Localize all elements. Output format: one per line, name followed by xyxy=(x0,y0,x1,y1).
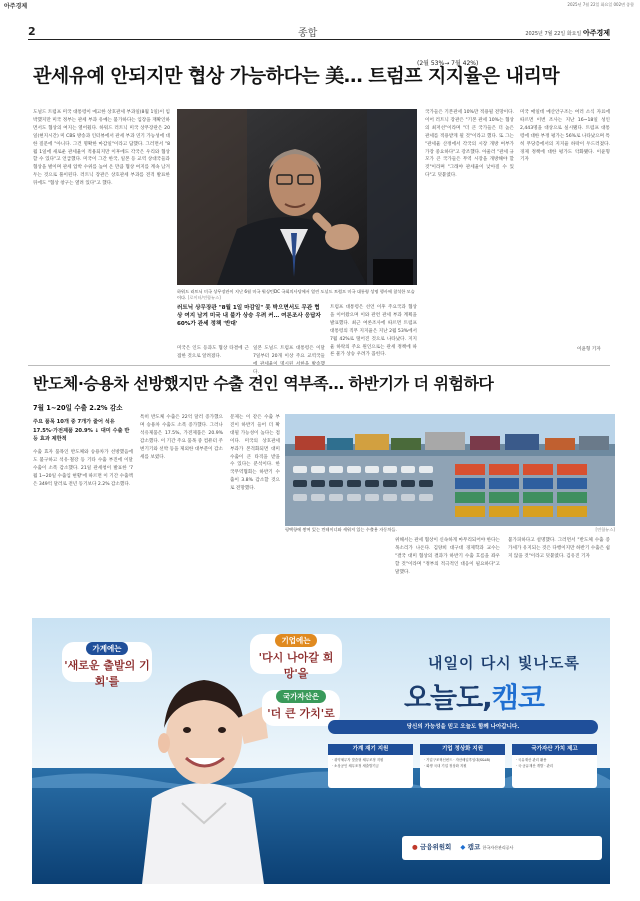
ad-box2-title: 기업 정상화 지원 xyxy=(420,744,505,755)
ad-box2-line: · 회생 국내 기업 정상화 지원 xyxy=(424,764,467,768)
story2-col3: 문제는 이 같은 수출 부진이 하반기 들어 더 확대될 가능성이 높다는 점이다. 미국의 상호관세 부과가 본격화되면 대미 수출이 큰 타격을 받을 수 있다는 분석이다. 한국무역협회는 하반기 수출이 3.8% 감소할 것으로 전망했다. xyxy=(230,415,280,492)
masthead-meta: 2025년 7월 22일 화요일 002면 종합 xyxy=(567,2,634,7)
ad-box1-lines xyxy=(328,755,413,771)
ad-box2-lines xyxy=(420,755,505,771)
story2-photo-caption xyxy=(285,527,615,533)
page-number: 2 xyxy=(28,25,36,38)
ad-bar: 당신의 가능성을 믿고 오늘도 함께 나아갑니다. xyxy=(328,720,598,734)
kamco-advertisement[interactable] xyxy=(32,618,610,884)
header-date xyxy=(525,28,610,38)
story2-caption-text: 평택항에 쌓여 있는 컨테이너와 세워져 있는 수출용 자동차들. xyxy=(285,527,397,532)
ad-slogan xyxy=(404,676,544,716)
story1-overline: (2월 53%→ 7월 42%) xyxy=(417,60,479,67)
ad-box-business xyxy=(420,744,505,788)
header-paper: 아주경제 xyxy=(582,29,610,37)
header-date-text: 2025년 7월 22일 화요일 xyxy=(525,31,582,37)
story2-col1: 수출 효자 품목인 반도체와 승용차가 선방했음에도 불구하고 석유·철강 등 기타 수출 부진에 이달 수출이 소폭 감소했다. 21일 관세청이 발표한 '7월 1~20일 수출입 현황'에 따르면 이 기간 수출액은 349억 달러로 전년 동기보다 2.2% 감소했다. xyxy=(33,450,133,487)
section-name: 종합 xyxy=(298,28,318,39)
section-divider xyxy=(28,365,610,366)
story1-col4: 트럼프 대통령은 선언 이후 주요국과 협상을 이어왔으며 이와 관련 관세 부과 계획을 발표했다. 최근 여론조사에 따르면 트럼프 대통령의 직무 지지율은 지난 2월 53%에서 7월 42%로 떨어진 것으로 나타났다. 지지율 하락의 주요 원인으로는 관세 정책에 따른 물가 상승 우려가 꼽힌다. xyxy=(330,305,417,358)
ad-slogan-main: 오늘도, xyxy=(404,681,492,714)
ad-box1-title: 가계 재기 지원 xyxy=(328,744,413,755)
page-header xyxy=(28,23,610,40)
story2-subhead: 7월 1~20일 수출 2.2% 감소 xyxy=(33,404,123,412)
masthead xyxy=(0,0,640,10)
story2-summary: 주요 품목 10개 중 7개가 줄어 석유 17.5%·가전제품 20.9% ↓ 대미 수출 반등 효과 제한적 xyxy=(33,419,130,442)
story1-photo-caption xyxy=(177,289,417,301)
ad-logos xyxy=(412,842,513,851)
ad-bubble-business xyxy=(250,634,342,680)
story1-byline: 이윤형 기자 xyxy=(577,347,601,352)
ad-box3-line: · 국·공유재산 개발 · 관리 xyxy=(516,764,554,768)
story2-col4: 위해서는 관세 협상이 신속하게 마무리되어야 한다는 목소리가 나온다. 김양희 대구대 경제학과 교수는 "결국 대미 협상의 결과가 하반기 수출 흐름을 좌우할 것"이라며 "정부의 적극적인 대응이 필요하다"고 말했다. xyxy=(395,538,500,575)
ad-box2-line: · 기업구조혁신펀드 · 자산매입후임대(S&LB) xyxy=(424,758,491,762)
ad-box3-lines xyxy=(512,755,597,771)
ad-box1-line: · 소상공인 채무조정 새출발기금 xyxy=(332,764,379,768)
story1-bottom-left: 미국은 인도 등과도 협상 타결에 근접한 것으로 알려졌다. xyxy=(177,346,249,359)
story2-headline: 반도체·승용차 선방했지만 수출 견인 역부족… 하반기가 더 위험하다 xyxy=(33,374,494,393)
ad-bubble-national-assets xyxy=(262,690,340,726)
masthead-brand: 아주경제 xyxy=(4,3,28,10)
ad-bubble1-title: 가계에는 xyxy=(86,642,129,655)
ad-box3-title: 국가자산 가치 제고 xyxy=(512,744,597,755)
story1-photo xyxy=(177,109,417,285)
ad-tagline: 내일이 다시 빛나도록 xyxy=(428,654,580,672)
story1-col3: 국가들은 기본관세 10%만 적용될 전망이다. 이어 러트닉 장관은 "기본 관세 10%는 협상의 최저선"이라며 "더 큰 국가들은 더 높은 관세를 적용받게 될 것"이라고 했다. 또 그는 "관세율 산정에서 각국의 시장 개방 여부가 가장 중요하다"고 강조했다. 아울러 "관세 규모가 큰 국가들은 무역 시장을 개방해야 할 것"이라며 "그래야 관세율이 낮아질 수 있다"고 덧붙였다. xyxy=(425,110,514,179)
ad-box-assets xyxy=(512,744,597,788)
ad-bubble2-title: 기업에는 xyxy=(275,634,318,647)
ad-bubble1-quote: '새로운 출발의 기회'를 xyxy=(64,659,150,688)
story1-col1: 도널드 트럼프 미국 대통령이 예고한 상호관세 부과일(8월 1일)이 임박했지만 미국 정부는 관세 부과 유예는 불가하다는 입장을 재확인하면서도 협상의 여지는 열어뒀다. 하워드 러트닉 미국 상무장관은 20일(현지시간) 미 CBS 방송과 인터뷰에서 관세 부과 연기 가능성에 대한 질문에 "아니다. 그건 명확한 마감일"이라고 답했다. 그러면서 "8월 1일에 새로운 관세율이 적용되지만 이후에도 각국은 우리와 협상할 수 있다"고 언급했다. 미국이 그간 한국, 일본 등 교역 상대국들과 협상을 벌이며 관세 압박 수위를 높여 온 만큼 협상 여지를 계속 남겨두는 것으로 풀이된다. 러트닉 장관은 상호관세 부과를 전격 발표한 뒤에도 "협상 창구는 열려 있다"고 했다. xyxy=(33,110,170,187)
ad-bubble2-quote: '다시 나아갈 희망'을 xyxy=(258,651,334,680)
ad-box1-line: · 취약채무자 맞춤형 채무조정 지원 xyxy=(332,758,384,762)
lutnick-photo-illustration xyxy=(177,109,417,285)
story2-col5: 불가피하다고 설명했다. 그러면서 "반도체 수출 증가세가 유지되는 것은 다행이지만 하반기 수출은 쉽지 않을 것"이라고 덧붙였다. 김유진 기자 xyxy=(508,538,610,559)
story1-pull-quote: 러트닉 상무장관 "8월 1일 마감일" 못 박으면서도 무관 협상 여지 남겨 미국 내 불가 상승 우려 커… 여론조사 응답자 60%가 관세 정책 '반대' xyxy=(177,305,321,327)
ad-bubble3-title: 국가자산은 xyxy=(276,690,326,703)
story2-col2: 특히 반도체 수출은 22억 달러 증가했으며 승용차 수출도 소폭 증가했다. 그러나 석유제품은 17.5%, 가전제품은 20.9% 감소했다. 이 기간 주요 품목 중 컴퓨터 주변기기와 선박 등을 제외한 대부분이 감소세를 보였다. xyxy=(140,415,223,460)
story1-bottom-mid: 일본 도널드 트럼프 대통령은 이달 7일부터 20개 이상 주요 교역국들 다. xyxy=(253,346,325,375)
ad-bubble3-quote: '더 큰 가치'로 xyxy=(267,707,335,720)
kamco-logo-icon: ◆ xyxy=(460,843,466,851)
ad-bubble-household xyxy=(62,642,152,688)
ad-logo2-full: 한국자산관리공사 xyxy=(482,845,514,850)
story1-headline: 관세유예 안되지만 협상 가능하다는 美… 트럼프 지지율은 내리막 xyxy=(33,65,560,87)
story2-photo-credit: [연합뉴스] xyxy=(595,527,615,532)
ad-logo2: 캠코 xyxy=(467,843,481,851)
fsc-logo-icon: ● xyxy=(412,843,418,851)
story1-caption-text: 하워드 러트닉 미국 상무장관이 지난 6월 미국 워싱턴DC 국회의사당에서 열린 도널드 트럼프 미국 대통령 성명 행사에 참석한 모습이다. xyxy=(177,289,415,300)
ad-slogan-brand: 캠코 xyxy=(491,681,544,714)
story2-photo xyxy=(285,414,615,526)
ad-logo1: 금융위원회 xyxy=(419,843,452,851)
port-photo-illustration xyxy=(285,414,615,526)
story2-col3b xyxy=(285,537,387,599)
story1-photo-credit: [로이터/연합뉴스] xyxy=(187,295,221,300)
ad-box3-line: · 국유재산 관리 활용 xyxy=(516,758,547,762)
ad-box-household xyxy=(328,744,413,788)
story1-col5: 미국 매일데 예산안구조는 여러 소식 자료에 따르면 이번 조사는 지난 16~18일 성인 2,443명을 대상으로 실시됐다. 트럼프 대통령에 대한 부정 평가는 56%로 나타났으며 특히 무당층에서의 지지율 하락이 두드러졌다. 경제 정책에 대한 평가도 악화됐다. 이윤형 기자 xyxy=(520,110,610,163)
